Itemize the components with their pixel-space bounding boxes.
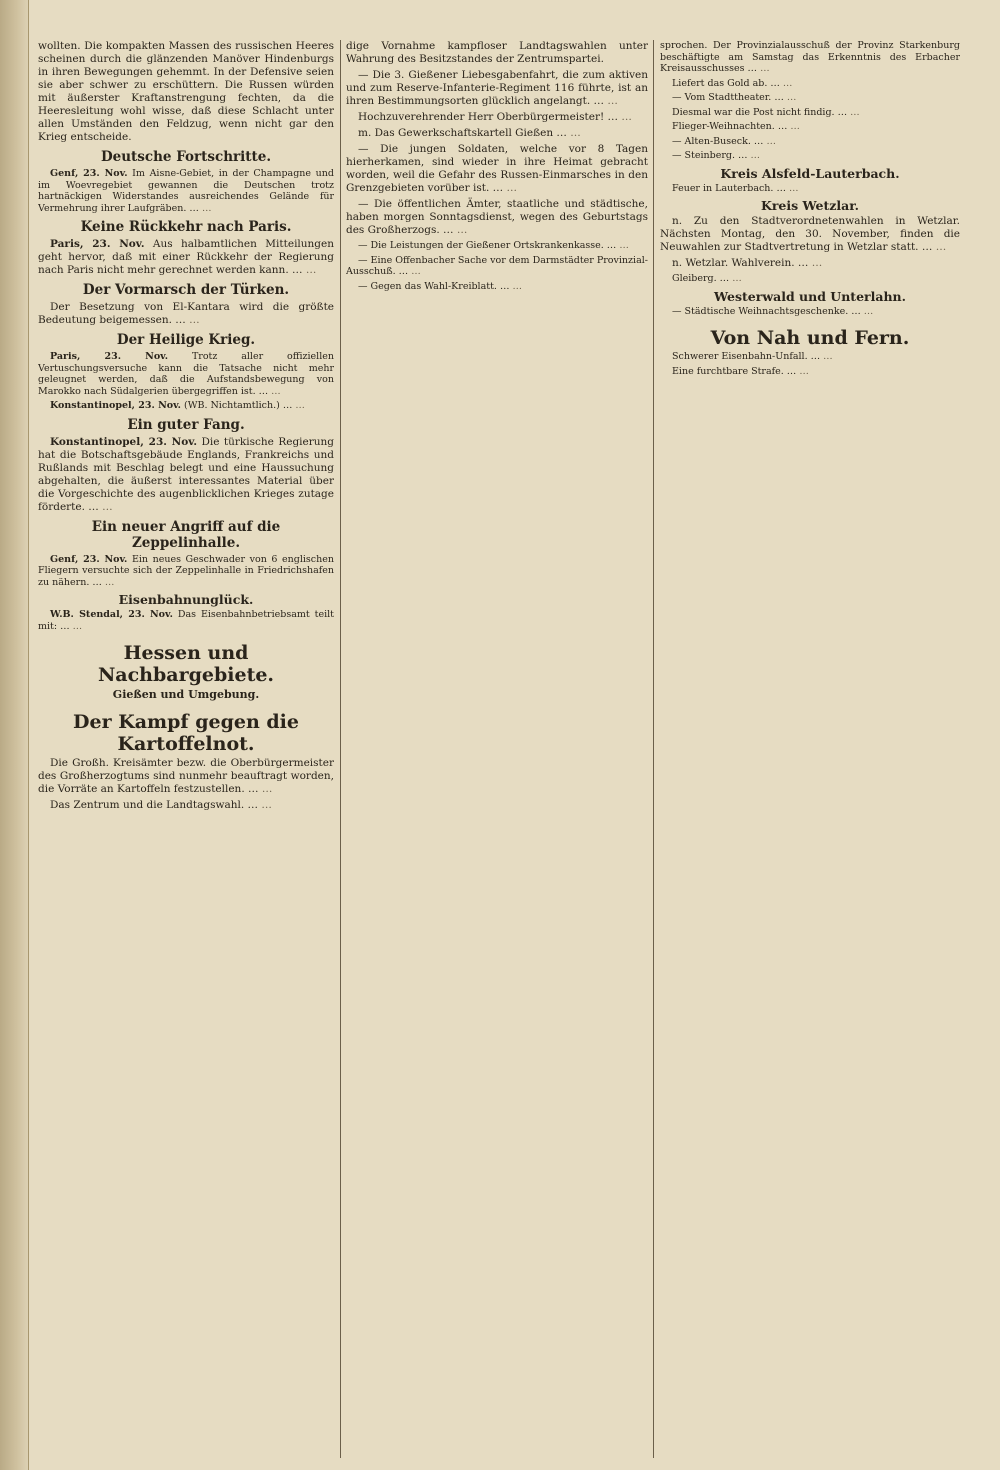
paragraph-text: Flieger-Weihnachten. … [672,121,788,132]
article-paragraph [38,757,334,796]
paragraph-text: m. Das Gewerkschaftskartell Gießen … [358,127,567,139]
continuation-marker: … [607,95,618,107]
article-paragraph [660,257,960,270]
paragraph-text: Aus halbamtlichen Mitteilungen geht hervor, daß mit einer Rückkehr der Regierung nach Paris nicht mehr gerechnet werden kann. … [38,238,334,276]
paragraph-text: — Die Leistungen der Gießener Ortskrankenkasse. … [358,240,617,251]
continuation-marker: … [506,182,517,194]
column-rule [340,40,341,1458]
article-paragraph [660,150,960,162]
paragraph-text: — Gegen das Wahl-Kreiblatt. … [358,280,510,292]
article-paragraph [660,273,960,285]
continuation-marker: … [766,135,776,147]
section-heading: Deutsche Fortschritte. [100,149,272,165]
article-paragraph [660,215,960,254]
continuation-marker: … [570,127,581,139]
continuation-marker: … [732,273,742,284]
section-heading: Der Vormarsch der Türken. [82,282,290,298]
article-paragraph [660,366,960,378]
section-heading: Ein neuer Angriff auf die Zeppelinhalle. [91,518,281,551]
article-paragraph [38,301,334,327]
paragraph-text: Das Zentrum und die Landtagswahl. … [50,799,259,811]
paragraph-text: (WB. Nichtamtlich.) … [184,400,293,411]
paragraph-text: Gleiberg. … [672,273,730,284]
paragraph-text: — Vom Stadttheater. … [672,92,784,103]
article-paragraph [38,40,334,144]
article-paragraph [660,40,960,75]
paragraph-text: — Die 3. Gießener Liebesgabenfahrt, die zum aktiven und zum Reserve-Infanterie-Regiment 116 führte, ist an ihren Bestimmungsorten glücklich angelangt. … [346,69,648,107]
dateline: Paris, 23. Nov. [50,351,169,362]
section-heading: Ein guter Fang. [127,416,245,433]
paragraph-text: n. Zu den Stadtverordnetenwahlen in Wetzlar. Nächsten Montag, den 30. November, finden die Neuwahlen zur Stadtvertretung in Wetzlar statt. … [660,215,960,253]
paragraph-text: Diesmal war die Post nicht findig. … [672,106,848,118]
paragraph-text: Die Großh. Kreisämter bezw. die Oberbürgermeister des Großherzogtums sind nunmehr beauftragt worden, die Vorräte an Kartoffeln festzustellen. … [38,757,334,795]
dateline: Konstantinopel, 23. Nov. [50,435,197,448]
article-paragraph [660,107,960,119]
continuation-marker: … [72,620,83,632]
article-paragraph [346,40,648,66]
continuation-marker: … [935,241,947,253]
continuation-marker: … [411,266,421,277]
column-3 [660,40,960,1458]
article-paragraph [38,609,334,632]
section-heading: Der Heilige Krieg. [116,332,256,348]
article-paragraph [346,281,648,293]
column-2 [346,40,648,1458]
article-paragraph [38,554,334,589]
article-paragraph [346,198,648,237]
section-heading: Kreis Wetzlar. [760,198,860,213]
section-heading: Von Nah und Fern. [710,327,910,349]
continuation-marker: … [189,314,200,326]
paragraph-text: Schwerer Eisenbahn-Unfall. … [672,351,821,362]
paragraph-text: — Steinberg. … [672,150,748,161]
article-paragraph [38,799,334,812]
article-paragraph [346,143,648,195]
paragraph-text: Die türkische Regierung hat die Botschaftsgebäude Englands, Frankreichs und Rußlands mit Beschlag belegt und eine Haussuchung abgehalten, die äußerst interessantes Material über die Vorgeschichte des augenblicklichen Krieges zutage förderte. … [38,435,334,513]
article-paragraph [660,136,960,148]
continuation-marker: … [789,182,799,194]
continuation-marker: … [295,400,305,411]
article-paragraph [38,436,334,514]
continuation-marker: … [104,576,115,588]
paragraph-text: n. Wetzlar. Wahlverein. … [672,257,809,269]
continuation-marker: … [782,77,793,89]
article-paragraph [38,400,334,412]
paragraph-text: Der Besetzung von El-Kantara wird die größte Bedeutung beigemessen. … [38,301,334,326]
dateline: Genf, 23. Nov. [50,168,128,179]
section-heading: Keine Rückkehr nach Paris. [80,219,292,235]
article-paragraph [346,111,648,124]
dateline: W.B. Stendal, 23. Nov. [50,609,173,620]
subsection-heading: Gießen und Umgebung. [112,688,260,701]
article-paragraph [38,168,334,214]
continuation-marker: … [811,257,823,269]
paragraph-text: dige Vornahme kampfloser Landtagswahlen unter Wahrung des Besitzstandes der Zentrumspartei. [346,40,648,65]
paragraph-text: Feuer in Lauterbach. … [672,182,786,194]
article-paragraph [660,92,960,104]
article-paragraph [660,306,960,318]
article-paragraph [660,78,960,90]
continuation-marker: … [261,783,273,795]
section-heading: Hessen und Nachbargebiete. [97,642,275,686]
continuation-marker: … [456,224,468,236]
article-paragraph [346,240,648,252]
paragraph-text: Ein neues Geschwader von 6 englischen Fliegern versuchte sich der Zeppelinhalle in Friedrichshafen zu nähern. … [38,553,334,588]
paragraph-text: — Städtische Weihnachtsgeschenke. … [672,305,861,317]
column-rule [653,40,654,1458]
paragraph-text: Eine furchtbare Strafe. … [672,365,797,377]
paragraph-text: Im Aisne-Gebiet, in der Champagne und im Woevregebiet gewannen die Deutschen trotz hartnäckigen Widerstandes ausreichendes Gelände für Vermehrung ihrer Laufgräben. … [38,168,334,214]
continuation-marker: … [786,92,797,103]
continuation-marker: … [305,264,317,276]
article-paragraph [38,238,334,277]
dateline: Konstantinopel, 23. Nov. [50,400,181,411]
article-paragraph [660,351,960,363]
paragraph-text: — Die jungen Soldaten, welche vor 8 Tagen hierherkamen, sind wieder in ihre Heimat gebracht worden, weil die Gefahr des Russen-Einmarsches in den Grenzgebieten vorüber ist. … [346,143,648,194]
article-paragraph [660,121,960,133]
article-paragraph [346,127,648,140]
column-1 [38,40,334,1458]
section-heading: Westerwald und Unterlahn. [714,288,906,304]
continuation-marker: … [271,385,281,397]
paragraph-text: Hochzuverehrender Herr Oberbürgermeister! … [358,111,619,123]
continuation-marker: … [201,202,212,214]
continuation-marker: … [621,111,632,123]
dateline: Paris, 23. Nov. [50,238,145,250]
continuation-marker: … [863,305,874,317]
paragraph-text: sprochen. Der Provinzialausschuß der Provinz Starkenburg beschäftigte am Samstag das Erkenntnis des Erbacher Kreisausschusses … [660,40,960,74]
continuation-marker: … [799,365,809,377]
continuation-marker: … [102,500,113,513]
continuation-marker: … [261,799,272,811]
section-heading: Der Kampf gegen die Kartoffelnot. [73,711,299,755]
paragraph-text: wollten. Die kompakten Massen des russischen Heeres scheinen durch die glänzenden Manöver Hindenburgs in ihren Bewegungen gehemmt. In der Defensive seien sie aber schwer zu erschüttern. Die Russen würden mit äußerster Kraftanstrengung fechten, da die Heeresleitung wohl wisse, daß diese Schlacht unter allen Umständen den Feldzug, wenn nicht gar den Krieg entscheide. [38,40,334,143]
article-paragraph [660,183,960,195]
paragraph-text: Das Eisenbahnbetriebsamt teilt mit: … [38,609,334,632]
paragraph-text: — Eine Offenbacher Sache vor dem Darmstädter Provinzial-Ausschuß. … [346,254,648,277]
continuation-marker: … [850,106,860,118]
continuation-marker: … [790,121,800,132]
continuation-marker: … [750,150,761,161]
paragraph-text: — Alten-Buseck. … [672,135,764,147]
dateline: Genf, 23. Nov. [50,553,128,565]
paragraph-text: Liefert das Gold ab. … [672,77,780,89]
article-paragraph [38,351,334,397]
page-fold-edge [0,0,29,1470]
continuation-marker: … [512,280,522,292]
continuation-marker: … [760,63,770,74]
section-heading: Kreis Alsfeld-Lauterbach. [720,165,900,181]
article-paragraph [346,255,648,278]
paragraph-text: — Die öffentlichen Ämter, staatliche und städtische, haben morgen Sonntagsdienst, wegen des Geburtstags des Großherzogs. … [346,198,648,236]
continuation-marker: … [619,240,629,251]
section-heading: Eisenbahnunglück. [118,592,254,607]
continuation-marker: … [823,351,833,362]
paragraph-text: Trotz aller offiziellen Vertuschungsversuche kann die Tatsache nicht mehr geleugnet werden, daß die Aufstandsbewegung von Marokko nach Südalgerien übergegriffen ist. … [38,351,334,397]
article-paragraph [346,69,648,108]
